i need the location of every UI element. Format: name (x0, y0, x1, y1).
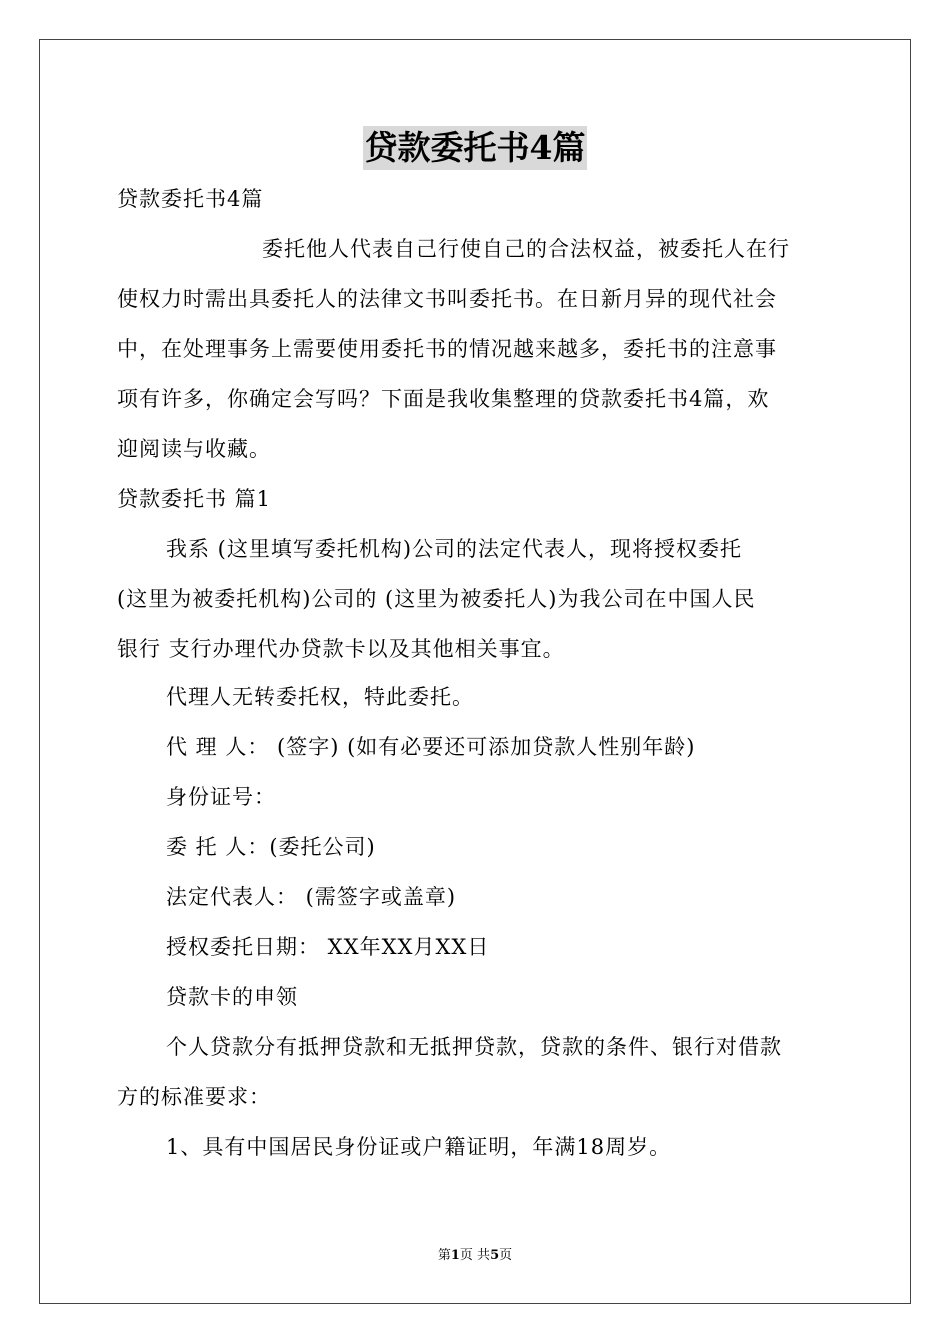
doc-line: 代 理 人： (签字) (如有必要还可添加贷款人性别年龄) (166, 735, 696, 759)
doc-line: 方的标准要求： (117, 1085, 271, 1109)
doc-line: 我系 (这里填写委托机构)公司的法定代表人，现将授权委托 (166, 537, 743, 561)
footer-suffix: 页 (499, 1248, 513, 1263)
doc-line: 使权力时需出具委托人的法律文书叫委托书。在日新月异的现代社会 (117, 287, 777, 311)
doc-line: 贷款委托书4篇 (117, 187, 264, 211)
doc-line: 委托他人代表自己行使自己的合法权益，被委托人在行 (262, 237, 790, 261)
section-heading: 贷款委托书 篇1 (117, 487, 272, 511)
doc-line: 授权委托日期： XX年XX月XX日 (166, 935, 490, 959)
doc-line: 1、具有中国居民身份证或户籍证明，年满18周岁。 (166, 1135, 672, 1159)
doc-line: 迎阅读与收藏。 (117, 437, 271, 461)
page-footer (0, 1247, 950, 1265)
footer-page-current: 1 (450, 1248, 460, 1263)
footer-page-total: 5 (490, 1248, 500, 1263)
doc-line: 银行 支行办理代办贷款卡以及其他相关事宜。 (117, 637, 565, 661)
doc-line: (这里为被委托机构)公司的 (这里为被委托人)为我公司在中国人民 (117, 587, 756, 611)
title-container (0, 126, 950, 170)
doc-line: 身份证号： (166, 785, 276, 809)
footer-mid: 页 共 (459, 1248, 491, 1263)
doc-line: 代理人无转委托权，特此委托。 (166, 685, 474, 709)
doc-line: 中，在处理事务上需要使用委托书的情况越来越多，委托书的注意事 (117, 337, 777, 361)
doc-line: 个人贷款分有抵押贷款和无抵押贷款，贷款的条件、银行对借款 (166, 1035, 782, 1059)
doc-line: 贷款卡的申领 (166, 985, 298, 1009)
page-border (39, 39, 911, 1304)
document-title: 贷款委托书4篇 (363, 126, 588, 170)
footer-prefix: 第 (437, 1248, 451, 1263)
doc-line: 法定代表人： (需签字或盖章) (166, 885, 457, 909)
doc-line: 项有许多，你确定会写吗？下面是我收集整理的贷款委托书4篇，欢 (117, 387, 770, 411)
doc-line: 委 托 人：(委托公司) (166, 835, 376, 859)
